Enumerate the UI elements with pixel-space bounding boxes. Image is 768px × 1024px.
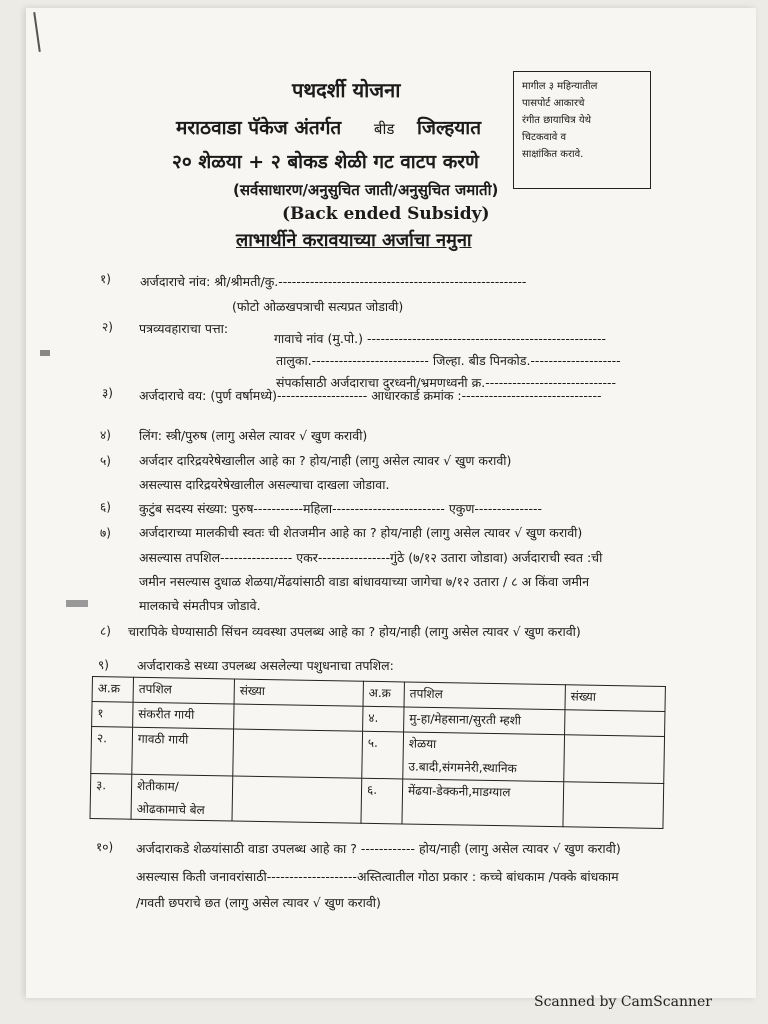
photo-box-line: चिटकवावे व: [522, 132, 567, 143]
photo-box-line: पासपोर्ट आकारचे: [522, 98, 585, 109]
table-header: संख्या: [234, 679, 363, 706]
q5-number: ५): [100, 454, 111, 468]
count-cell[interactable]: [564, 735, 665, 784]
livestock-question: अर्जदाराकडे सध्या उपलब्ध असलेल्या पशुधनाचा तपशिल:: [137, 658, 394, 673]
serial-cell: ४.: [363, 706, 404, 732]
contact-number-field: संपर्कासाठी अर्जदाराचा दुरध्वनी/भ्रमणध्वनी क्र.-----------------------------: [276, 375, 617, 390]
family-members-field: कुटुंब सदस्य संख्या: पुरुष-----------महिला------------------------- एकुण---------------: [139, 501, 543, 516]
description-cell: मु-हा/मेहसाना/सुरती म्हशी: [404, 707, 565, 735]
table-header: अ.क्र: [363, 681, 404, 707]
scan-mark: [66, 600, 88, 607]
description-line: शेतीकाम/: [136, 778, 179, 794]
table-row: [90, 773, 664, 828]
package-suffix: जिल्हयात: [416, 117, 482, 139]
district-name: बीड: [373, 120, 395, 138]
q4-number: ४): [100, 428, 111, 442]
q8-number: ८): [100, 624, 111, 638]
scan-mark: [40, 350, 50, 356]
taluka-district-pin-field: तालुका.-------------------------- जिल्हा. बीड पिनकोड.--------------------: [276, 353, 621, 368]
subsidy-line: (Back ended Subsidy): [282, 204, 490, 224]
serial-cell: ५.: [362, 731, 404, 779]
bpl-question: अर्जदार दारिद्रयरेषेखालील आहे का ? होय/नाही (लागु असेल त्यावर √ खुण करावी): [139, 453, 512, 468]
irrigation-question: चारापिके घेण्यासाठी सिंचन व्यवस्था उपलब्ध आहे का ? होय/नाही (लागु असेल त्यावर √ खुण करावी): [128, 624, 581, 639]
land-note-line: जमीन नसल्यास दुधाळ शेळया/मेंढयांसाठी वाडा बांधावयाच्या जागेचा ७/१२ उतारा / ८ अ किंवा जमीन: [139, 574, 590, 589]
package-line: [176, 114, 481, 140]
count-cell[interactable]: [232, 776, 362, 823]
land-details-field: असल्यास तपशिल---------------- एकर----------------गुंठे (७/१२ उतारा जोडावा) अर्जदाराची स्वत :ची: [139, 550, 603, 565]
photo-box-line: साक्षांकित करावे.: [522, 149, 584, 160]
q9-number: ९): [98, 658, 109, 672]
form-title: लाभार्थीने करावयाच्या अर्जाचा नमुना: [236, 230, 472, 251]
photo-box: [513, 71, 651, 189]
q7-number: ७): [100, 526, 111, 540]
q6-number: ६): [100, 500, 111, 514]
q10-number: १०): [96, 840, 114, 854]
village-field: गावाचे नांव (मु.पो.) -----------------------------------------------------: [274, 331, 607, 346]
scanner-watermark: Scanned by CamScanner: [534, 994, 712, 1010]
description-line: ओढकामाचे बेल: [136, 801, 205, 817]
gender-field: लिंग: स्त्री/पुरुष (लागु असेल त्यावर √ खुण करावी): [139, 428, 368, 443]
count-cell[interactable]: [563, 782, 664, 829]
land-ownership-question: अर्जदाराच्या मालकीची स्वतः ची शेतजमीन आहे का ? होय/नाही (लागु असेल त्यावर √ खुण करावी): [139, 525, 583, 540]
description-cell: [131, 774, 233, 821]
description-cell: मेंढया-डेक्कनी,माडग्याल: [402, 779, 564, 827]
table-header: तपशिल: [133, 677, 234, 704]
serial-cell: १: [92, 702, 133, 728]
count-cell[interactable]: [565, 710, 665, 737]
photo-box-line: रंगीत छायाचित्र येथे: [522, 115, 592, 126]
table-header: अ.क्र: [92, 677, 133, 703]
count-cell[interactable]: [234, 704, 363, 731]
q3-number: ३): [102, 386, 113, 400]
scheme-subtitle: २० शेळया + २ बोकड शेळी गट वाटप करणे: [172, 151, 479, 173]
serial-cell: ६.: [361, 778, 403, 824]
q1-number: १): [100, 272, 111, 286]
table-header: तपशिल: [404, 682, 565, 710]
package-prefix: मराठवाडा पॅकेज अंतर्गत: [176, 117, 342, 139]
description-cell: [403, 732, 565, 782]
count-cell[interactable]: [233, 729, 363, 778]
roof-type-field: /गवती छपराचे छत (लागु असेल त्यावर √ खुण करावी): [136, 895, 381, 910]
shed-capacity-field: असल्यास किती जनावरांसाठी--------------------अस्तित्वातील गोठा प्रकार : कच्चे बांधकाम /पक्के बांधकाम: [136, 869, 619, 884]
description-line: शेळया: [408, 736, 437, 752]
description-line: उ.बादी,संगमनेरी,स्थानिक: [408, 759, 517, 776]
applicant-name-field: अर्जदाराचे नांव: श्री/श्रीमती/कु.-------------------------------------------------------: [140, 274, 527, 289]
age-aadhaar-field: अर्जदाराचे वय: (पुर्ण वर्षामध्ये)-------------------- आधारकार्ड क्रमांक :-------------------------------: [139, 388, 602, 403]
photo-id-note: (फोटो ओळखपत्राची सत्यप्रत जोडावी): [232, 299, 404, 314]
category-line: (सर्वसाधारण/अनुसुचित जाती/अनुसुचित जमाती): [233, 181, 499, 199]
table-header: संख्या: [565, 685, 665, 712]
scheme-title: पथदर्शी योजना: [292, 78, 401, 102]
photo-box-line: मागील ३ महिन्यातील: [522, 81, 598, 92]
serial-cell: २.: [91, 727, 133, 775]
description-cell: संकरीत गायी: [133, 702, 234, 729]
bpl-note: असल्यास दारिद्रयरेषेखालील असल्याचा दाखला जोडावा.: [139, 477, 390, 492]
q2-number: २): [102, 320, 113, 334]
serial-cell: ३.: [90, 773, 132, 819]
livestock-table: [90, 676, 666, 829]
address-label: पत्रव्यवहाराचा पत्ता:: [139, 321, 229, 336]
description-cell: गावठी गायी: [132, 727, 234, 776]
shed-question: अर्जदाराकडे शेळयांसाठी वाडा उपलब्ध आहे का ? ------------ होय/नाही (लागु असेल त्यावर √ खुण करावी): [136, 841, 621, 856]
consent-note: मालकाचे संमतीपत्र जोडावे.: [139, 598, 261, 613]
